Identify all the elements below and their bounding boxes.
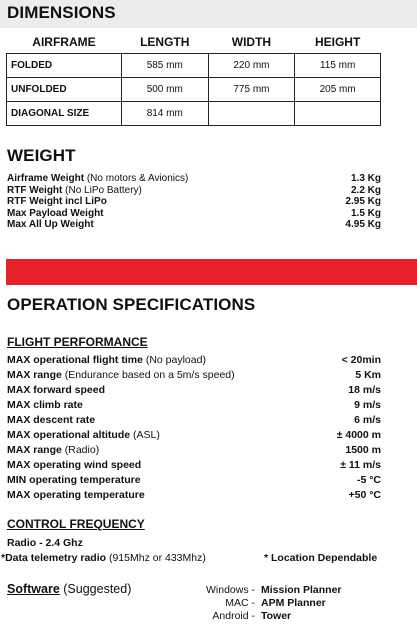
item-value: +50 °C xyxy=(348,489,381,501)
item-label: MAX operating temperature xyxy=(7,489,145,501)
item-label: MIN operating temperature xyxy=(7,474,141,486)
cell-length: 500 mm xyxy=(121,78,208,102)
list-item xyxy=(7,428,381,443)
software-label: Software xyxy=(7,582,60,596)
item-label: Airframe Weight xyxy=(7,173,85,184)
os-name: MAC - xyxy=(225,597,255,609)
item-label: MAX range xyxy=(7,369,62,381)
app-name: APM Planner xyxy=(261,597,326,609)
list-item xyxy=(180,597,342,610)
software-list xyxy=(180,584,342,623)
dimensions-title: DIMENSIONS xyxy=(7,3,116,22)
item-label: MAX range xyxy=(7,444,62,456)
item-label: MAX climb rate xyxy=(7,399,83,411)
item-label: MAX forward speed xyxy=(7,384,106,396)
app-name: Mission Planner xyxy=(261,584,342,596)
cell-length: 585 mm xyxy=(121,54,208,78)
cell-width: 220 mm xyxy=(208,54,295,78)
software-note: (Suggested) xyxy=(59,582,132,596)
list-item xyxy=(7,219,381,231)
item-note: (Radio) xyxy=(61,444,100,456)
dimensions-table xyxy=(6,31,381,126)
table-row xyxy=(7,54,381,78)
row-label: UNFOLDED xyxy=(7,78,122,102)
header-width: WIDTH xyxy=(231,35,272,49)
header-height: HEIGHT xyxy=(314,35,361,49)
item-label: MAX operational altitude xyxy=(7,429,131,441)
list-item xyxy=(7,398,381,413)
operation-title: OPERATION SPECIFICATIONS xyxy=(7,295,256,314)
item-value: 2.2 Kg xyxy=(350,184,381,196)
list-item xyxy=(7,196,381,208)
os-name: Windows - xyxy=(205,584,255,596)
location-note: * Location Dependable xyxy=(264,552,378,564)
cell-height: 205 mm xyxy=(295,78,381,102)
table-row xyxy=(7,78,381,102)
item-value: < 20min xyxy=(341,354,381,366)
item-value: ± 11 m/s xyxy=(340,459,381,471)
item-value: 1500 m xyxy=(345,444,381,456)
item-value: 1.3 Kg xyxy=(350,173,381,184)
list-item xyxy=(7,383,381,398)
item-note: (ASL) xyxy=(130,429,160,441)
item-label: RTF Weight xyxy=(7,184,63,196)
item-value: 18 m/s xyxy=(348,384,381,396)
flight-performance-list xyxy=(7,353,381,503)
item-value: 1.5 Kg xyxy=(350,207,381,219)
weight-list xyxy=(7,173,381,231)
list-item xyxy=(7,208,381,220)
item-label: RTF Weight incl LiPo xyxy=(7,196,107,207)
item-label: MAX operating wind speed xyxy=(7,459,142,471)
cell-height: 115 mm xyxy=(295,54,381,78)
app-name: Tower xyxy=(261,610,292,622)
item-value: ± 4000 m xyxy=(336,429,381,441)
item-value: 6 m/s xyxy=(354,414,381,426)
header-length: LENGTH xyxy=(140,35,190,49)
list-item xyxy=(7,353,381,368)
item-label: MAX descent rate xyxy=(7,414,96,426)
telemetry-line xyxy=(1,552,206,564)
list-item xyxy=(180,610,342,623)
list-item xyxy=(7,413,381,428)
software-heading xyxy=(7,582,131,596)
header-airframe: AIRFRAME xyxy=(32,35,96,49)
weight-title: WEIGHT xyxy=(7,146,76,165)
list-item xyxy=(180,584,342,597)
cell-width xyxy=(208,102,295,126)
cell-width: 775 mm xyxy=(208,78,295,102)
item-label: Max Payload Weight xyxy=(7,207,104,219)
table-row xyxy=(7,102,381,126)
item-label: Max All Up Weight xyxy=(7,219,94,230)
list-item xyxy=(7,368,381,383)
control-frequency-title: CONTROL FREQUENCY xyxy=(7,517,145,531)
item-label: MAX operational flight time xyxy=(7,354,143,366)
cell-length: 814 mm xyxy=(121,102,208,126)
item-value: 4.95 Kg xyxy=(345,219,381,230)
table-header-row xyxy=(7,31,381,54)
cell-height xyxy=(295,102,381,126)
row-label: FOLDED xyxy=(7,54,122,78)
item-note: (No motors & Avionics) xyxy=(84,173,189,184)
telemetry-note: (915Mhz or 433Mhz) xyxy=(106,552,206,564)
accent-band xyxy=(6,259,417,285)
item-note: (No LiPo Battery) xyxy=(62,184,142,196)
item-value: -5 °C xyxy=(356,474,381,486)
item-value: 5 Km xyxy=(355,369,381,381)
list-item xyxy=(7,458,381,473)
flight-performance-title: FLIGHT PERFORMANCE xyxy=(7,335,148,349)
item-value: 9 m/s xyxy=(354,399,381,411)
item-value: 2.95 Kg xyxy=(345,196,381,207)
os-name: Android - xyxy=(212,610,255,622)
list-item xyxy=(7,185,381,197)
list-item xyxy=(7,488,381,503)
list-item xyxy=(7,473,381,488)
list-item xyxy=(7,173,381,185)
item-note: (Endurance based on a 5m/s speed) xyxy=(61,369,235,381)
telemetry-label: *Data telemetry radio xyxy=(1,552,107,564)
item-note: (No payload) xyxy=(142,354,206,366)
list-item xyxy=(7,443,381,458)
radio-frequency: Radio - 2.4 Ghz xyxy=(7,537,83,549)
row-label: DIAGONAL SIZE xyxy=(7,102,122,126)
